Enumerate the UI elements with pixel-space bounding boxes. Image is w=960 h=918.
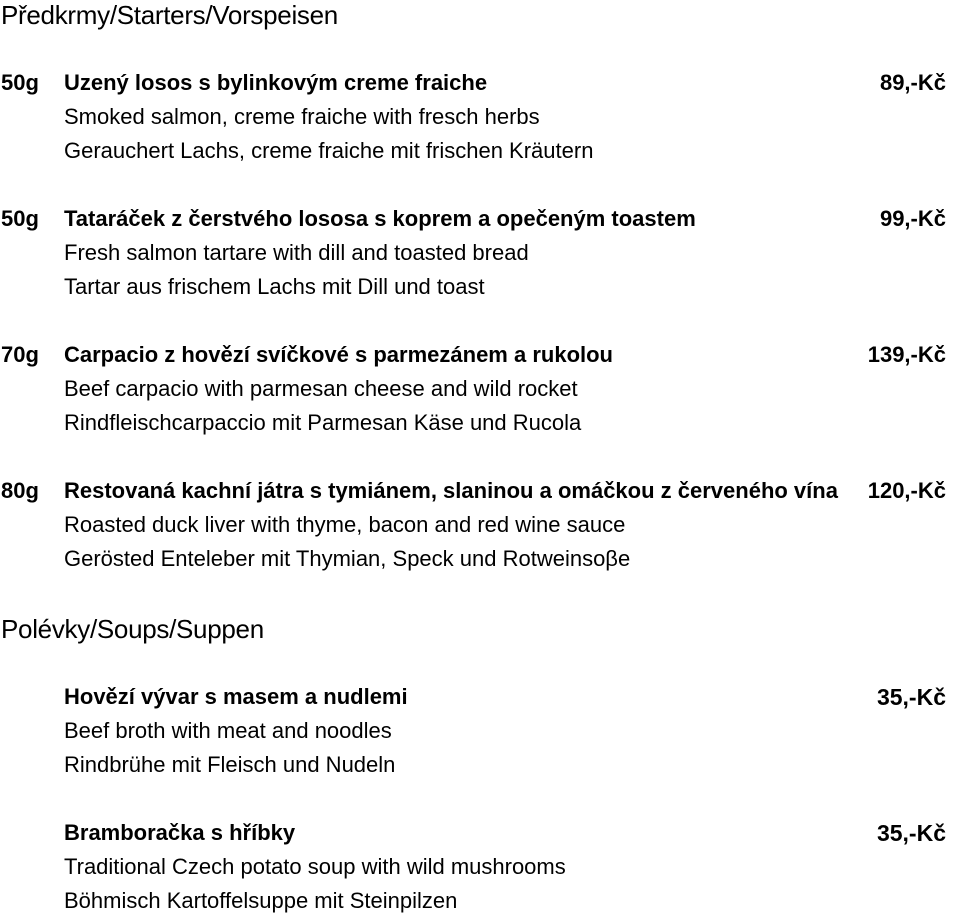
item-price: 35,-Kč <box>876 820 946 846</box>
menu-item-duck-liver <box>0 474 960 576</box>
item-name-english: Roasted duck liver with thyme, bacon and red wine sauce <box>64 512 626 537</box>
item-price: 35,-Kč <box>876 684 946 710</box>
item-weight: 50g <box>1 70 39 95</box>
item-name-czech: Restovaná kachní játra s tymiánem, slaninou a omáčkou z červeného vína <box>64 478 838 503</box>
item-name-czech: Bramboračka s hříbky <box>64 820 296 845</box>
item-name-english: Beef broth with meat and noodles <box>64 718 392 743</box>
item-price: 99,-Kč <box>879 206 946 231</box>
item-weight: 50g <box>1 206 39 231</box>
item-name-czech: Hovězí vývar s masem a nudlemi <box>64 684 408 709</box>
item-name-english: Traditional Czech potato soup with wild mushrooms <box>64 854 566 879</box>
menu-item-potato-soup <box>0 816 960 918</box>
section-title-starters: Předkrmy/Starters/Vorspeisen <box>1 0 338 30</box>
item-price: 139,-Kč <box>867 342 946 367</box>
item-name-german: Rindbrühe mit Fleisch und Nudeln <box>64 752 396 777</box>
item-name-german: Gerauchert Lachs, creme fraiche mit frischen Kräutern <box>64 138 594 163</box>
item-name-german: Tartar aus frischem Lachs mit Dill und toast <box>64 274 485 299</box>
item-name-english: Beef carpacio with parmesan cheese and wild rocket <box>64 376 578 401</box>
menu-item-beef-broth <box>0 680 960 782</box>
item-weight: 80g <box>1 478 39 503</box>
item-name-german: Böhmisch Kartoffelsuppe mit Steinpilzen <box>64 888 458 913</box>
item-name-german: Rindfleischcarpaccio mit Parmesan Käse und Rucola <box>64 410 582 435</box>
menu-item-smoked-salmon <box>0 66 960 168</box>
menu-item-salmon-tartare <box>0 202 960 304</box>
item-price: 120,-Kč <box>867 478 946 503</box>
item-name-czech: Tataráček z čerstvého lososa s koprem a opečeným toastem <box>64 206 696 231</box>
item-name-english: Fresh salmon tartare with dill and toasted bread <box>64 240 529 265</box>
item-name-czech: Uzený losos s bylinkovým creme fraiche <box>64 70 488 95</box>
menu-item-beef-carpaccio <box>0 338 960 440</box>
item-name-czech: Carpacio z hovězí svíčkové s parmezánem a rukolou <box>64 342 613 367</box>
item-weight: 70g <box>1 342 39 367</box>
item-name-english: Smoked salmon, creme fraiche with fresch herbs <box>64 104 540 129</box>
item-price: 89,-Kč <box>879 70 946 95</box>
section-title-soups: Polévky/Soups/Suppen <box>1 614 264 644</box>
item-name-german: Gerösted Enteleber mit Thymian, Speck und Rotweinsoβe <box>64 546 631 571</box>
